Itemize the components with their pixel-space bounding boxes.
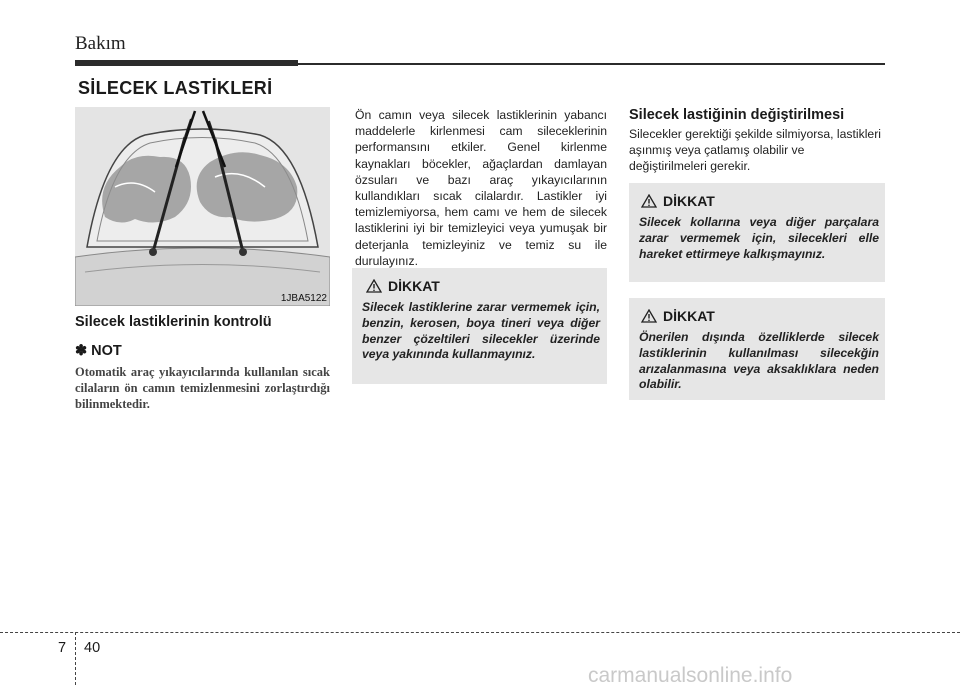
watermark: carmanualsonline.info — [588, 664, 793, 687]
wiper-replace-heading: Silecek lastiğinin değiştirilmesi — [629, 107, 845, 123]
footer-rule — [0, 632, 960, 634]
caution-heading-2 — [641, 308, 715, 324]
header-rule-thin — [298, 63, 885, 65]
wiper-check-heading: Silecek lastiklerinin kontrolü — [75, 314, 272, 330]
footer-divider — [75, 632, 77, 685]
windshield-wiper-illustration — [75, 107, 330, 306]
header-rule-thick — [75, 60, 298, 66]
intro-paragraph: Ön camın veya silecek lastiklerinin yabancı maddelerle kirlenmesi cam sileceklerinin performansını etkiler. Genel kirlenme kaynakları böcekler, ağaçlardan damlayan özsuları ve bazı araç yıkayıcılarının kullandıkları sıcak cilalardır. Lastikler iyi temizlemiyorsa, hem camı ve hem de silecek lastiklerini iyi bir temizleyici veya yumuşak bir deterjanla temizleyiniz ve temiz su ile durulayınız. — [355, 108, 607, 268]
caution-heading-label-1: DİKKAT — [663, 193, 715, 209]
page-title: SİLECEK LASTİKLERİ — [78, 78, 273, 98]
figure-label: 1JBA5122 — [280, 293, 327, 304]
windshield-wiper-drawing — [75, 107, 330, 306]
header-section-title: Bakım — [75, 33, 126, 54]
note-text: Otomatik araç yıkayıcılarında kullanılan sıcak cilaların ön camın temizlenmesini zorlaştırdığı bilinmektedir. — [75, 365, 330, 411]
replace-paragraph: Silecekler gerektiği şekilde silmiyorsa, lastikleri aşınmış veya çatlamış olabilir ve değiştirilmeleri gerekir. — [629, 127, 881, 174]
caution-text-1: Silecek kollarına veya diğer parçalara zarar vermemek için, silecekleri elle hareket ettirmeye kalkışmayınız. — [639, 215, 879, 261]
caution-heading — [366, 278, 440, 294]
warning-icon — [641, 194, 657, 208]
caution-text: Silecek lastiklerine zarar vermemek için, benzin, kerosen, boya tineri veya diğer benzer çözeltileri silecekler üzerinde veya yakınında kullanmayınız. — [362, 300, 600, 362]
caution-heading-label: DİKKAT — [388, 278, 440, 294]
caution-heading-label-2: DİKKAT — [663, 308, 715, 324]
caution-box — [352, 268, 607, 384]
warning-icon — [641, 309, 657, 323]
caution-box-2 — [629, 298, 885, 400]
caution-box-1 — [629, 183, 885, 282]
page-number: 40 — [84, 640, 101, 656]
note-heading: ✽ NOT — [75, 343, 122, 359]
caution-heading-1 — [641, 193, 715, 209]
caution-text-2: Önerilen dışında özelliklerde silecek lastiklerinin kullanılması silecekğin arızalanmasına veya aksaklıklara neden olabilir. — [639, 330, 879, 392]
chapter-number: 7 — [58, 640, 67, 656]
warning-icon — [366, 279, 382, 293]
